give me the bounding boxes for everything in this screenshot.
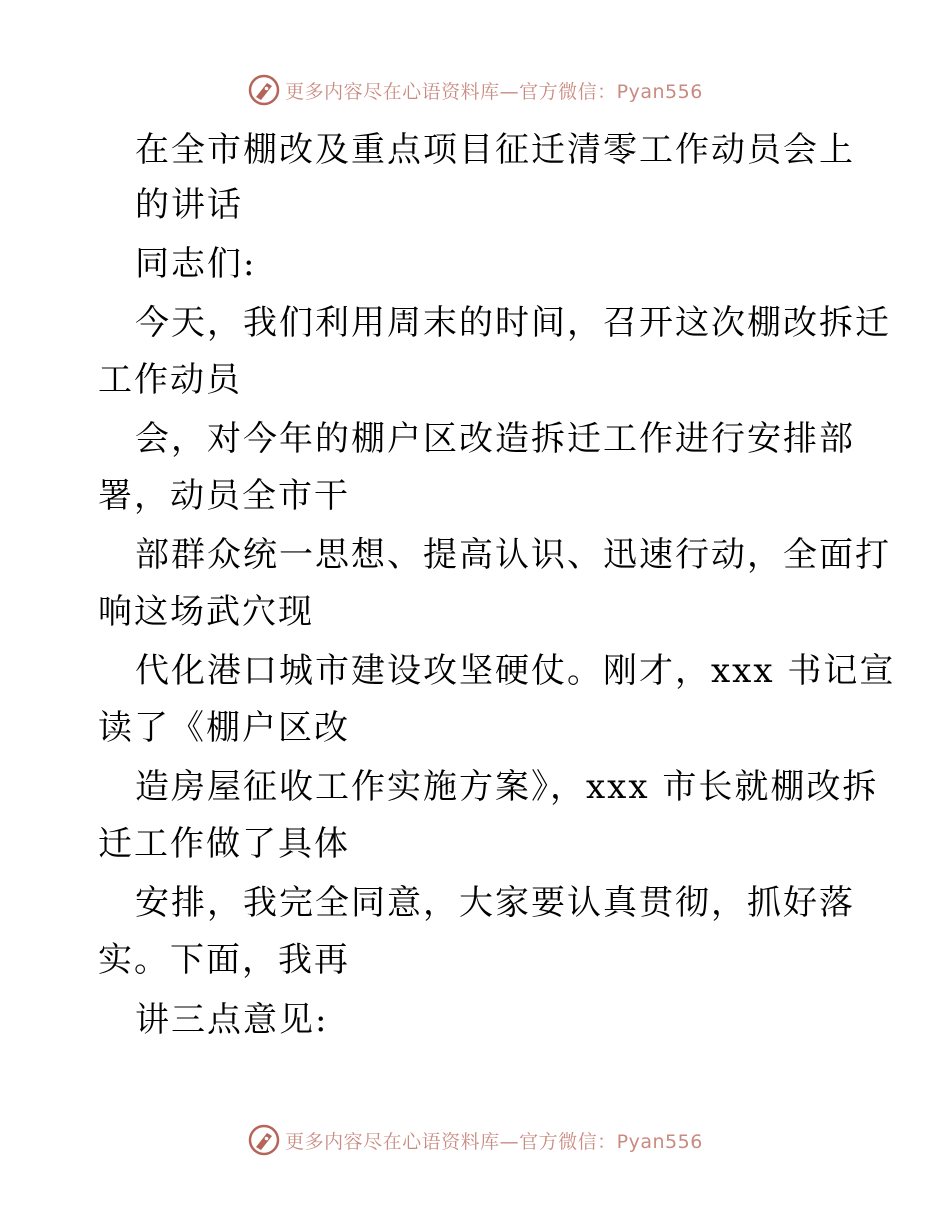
pen-nib-circle-icon	[247, 1123, 281, 1157]
salutation: 同志们:	[135, 244, 257, 284]
footer-watermark	[0, 1120, 950, 1160]
paragraph-line: 迁工作做了具体	[98, 824, 350, 864]
watermark-text: 更多内容尽在心语资料库—官方微信：Pyan556	[285, 1130, 703, 1153]
paragraph-line: 工作动员	[98, 360, 242, 400]
paragraph-line: 会，对今年的棚户区改造拆迁工作进行安排部	[135, 419, 855, 459]
watermark-text: 更多内容尽在心语资料库—官方微信：Pyan556	[285, 80, 703, 103]
paragraph-line: 部群众统一思想、提高认识、迅速行动，全面打	[135, 535, 891, 575]
doc-title-line-2: 的讲话	[135, 185, 243, 225]
paragraph-line: 读了《棚户区改	[98, 708, 350, 748]
paragraph-line: 今天，我们利用周末的时间，召开这次棚改拆迁	[135, 303, 891, 343]
paragraph-line: 代化港口城市建设攻坚硬仗。刚才，xxx 书记宣	[135, 651, 896, 691]
paragraph-line: 安排，我完全同意，大家要认真贯彻，抓好落	[135, 883, 855, 923]
doc-title-line-1: 在全市棚改及重点项目征迁清零工作动员会上	[135, 130, 855, 170]
paragraph-line: 响这场武穴现	[98, 592, 314, 632]
paragraph-line: 讲三点意见:	[135, 1000, 329, 1040]
paragraph-line: 造房屋征收工作实施方案》，xxx 市长就棚改拆	[135, 767, 879, 807]
paragraph-line: 署，动员全市干	[98, 476, 350, 516]
paragraph-line: 实。下面，我再	[98, 940, 350, 980]
header-watermark	[0, 70, 950, 110]
pen-nib-circle-icon	[247, 73, 281, 107]
